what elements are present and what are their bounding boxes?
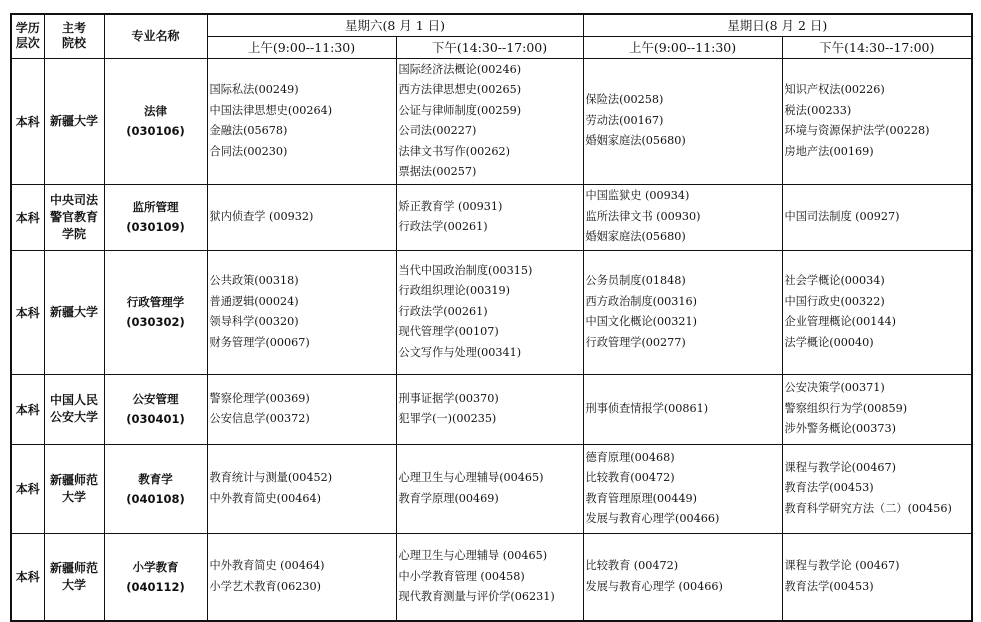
major-code: (040112) — [126, 579, 185, 594]
course-item: 比较教育(00472) — [585, 471, 675, 484]
header-major: 专业名称 — [104, 14, 207, 58]
course-item: 中小学教育管理 (00458) — [398, 569, 525, 583]
course-item: 德育原理(00468) — [585, 450, 675, 464]
course-item: 中国行政史(00322) — [784, 294, 885, 308]
course-item: 发展与教育心理学(00466) — [585, 512, 720, 525]
course-item: 课程与教学论(00467) — [784, 460, 896, 474]
course-item: 公司法(00227) — [398, 124, 477, 137]
course-item: 教育科学研究方法（二）(00456) — [784, 501, 952, 515]
school-line: 大学 — [61, 577, 86, 592]
course-item: 社会学概论(00034) — [784, 274, 885, 287]
course-item: 金融法(05678) — [209, 124, 288, 137]
course-item: 公证与律师制度(00259) — [398, 103, 522, 117]
header-school: 主考 院校 — [44, 14, 104, 58]
course-item: 行政法学(00261) — [398, 304, 488, 318]
course-item: 当代中国政治制度(00315) — [398, 263, 533, 277]
course-item: 房地产法(00169) — [784, 144, 874, 158]
course-item: 现代管理学(00107) — [398, 325, 499, 339]
major-cell — [104, 58, 207, 184]
course-cell-d1-am — [207, 374, 396, 444]
major-name: 监所管理 — [132, 200, 179, 214]
major-code: (030302) — [126, 315, 185, 329]
course-item: 领导科学(00320) — [209, 315, 299, 328]
school-line: 大学 — [61, 489, 86, 504]
school-cell — [44, 250, 104, 374]
course-item: 普通逻辑(00024) — [209, 294, 299, 308]
course-cell-d1-am — [207, 250, 396, 374]
course-item: 法学概论(00040) — [784, 335, 874, 349]
major-cell — [104, 250, 207, 374]
course-item: 国际经济法概论(00246) — [398, 62, 522, 76]
table-row — [11, 184, 972, 250]
course-item: 法律文书写作(00262) — [398, 144, 510, 158]
course-item: 公安信息学(00372) — [209, 412, 310, 425]
course-cell-d2-am — [583, 250, 782, 374]
course-cell-d1-pm — [396, 444, 583, 533]
course-cell-d2-am — [583, 58, 782, 184]
course-cell-d2-pm — [782, 374, 972, 444]
table-row — [11, 444, 972, 533]
exam-schedule — [10, 13, 973, 622]
header-day1-afternoon: 下午(14:30--17:00) — [396, 36, 583, 58]
course-item: 环境与资源保护法学(00228) — [784, 124, 930, 137]
header-day2-morning: 上午(9:00--11:30) — [583, 36, 782, 58]
school-line: 公安大学 — [49, 410, 98, 424]
header-day2-afternoon: 下午(14:30--17:00) — [782, 36, 972, 58]
level-cell: 本科 — [11, 184, 44, 250]
school-line: 学院 — [61, 226, 86, 241]
course-item: 监所法律文书 (00930) — [585, 209, 701, 223]
course-item: 中国法律思想史(00264) — [209, 103, 333, 117]
course-item: 教育学原理(00469) — [398, 491, 499, 505]
course-item: 中国文化概论(00321) — [585, 315, 697, 328]
course-cell-d2-pm — [782, 250, 972, 374]
course-item: 狱内侦查学 (00932) — [209, 209, 314, 223]
course-item: 刑事侦查情报学(00861) — [585, 401, 709, 415]
course-item: 教育法学(00453) — [784, 579, 874, 593]
school-line: 警官教育 — [49, 209, 98, 224]
course-item: 公文写作与处理(00341) — [398, 345, 522, 359]
major-name: 教育学 — [138, 471, 173, 486]
course-item: 西方政治制度(00316) — [585, 294, 697, 308]
major-cell — [104, 444, 207, 533]
course-item: 行政组织理论(00319) — [398, 284, 510, 298]
course-item: 合同法(00230) — [209, 144, 288, 158]
major-code: (030106) — [126, 124, 185, 138]
school-cell — [44, 184, 104, 250]
course-item: 涉外警务概论(00373) — [784, 422, 896, 436]
major-code: (040108) — [126, 491, 185, 506]
course-cell-d1-pm — [396, 184, 583, 250]
course-cell-d2-am — [583, 444, 782, 533]
school-cell — [44, 374, 104, 444]
course-item: 西方法律思想史(00265) — [398, 83, 522, 96]
course-item: 婚姻家庭法(05680) — [585, 134, 686, 148]
course-item: 心理卫生与心理辅导 (00465) — [398, 549, 548, 562]
major-code: (030109) — [126, 220, 185, 234]
course-cell-d2-am — [583, 184, 782, 250]
course-item: 企业管理概论(00144) — [784, 315, 896, 328]
course-item: 现代教育测量与评价学(06231) — [398, 590, 555, 603]
course-cell-d1-pm — [396, 374, 583, 444]
table-row — [11, 58, 972, 184]
course-cell-d1-pm — [396, 58, 583, 184]
school-line: 新疆师范 — [49, 472, 98, 487]
header-day2: 星期日(8 月 2 日) — [583, 14, 972, 36]
level-cell: 本科 — [11, 250, 44, 374]
course-item: 知识产权法(00226) — [784, 83, 885, 96]
major-code: (030401) — [126, 412, 185, 426]
schedule-body — [11, 58, 972, 621]
major-cell — [104, 184, 207, 250]
course-item: 国际私法(00249) — [209, 83, 299, 96]
course-item: 税法(00233) — [784, 103, 852, 117]
course-item: 财务管理学(00067) — [209, 335, 310, 349]
course-cell-d2-pm — [782, 444, 972, 533]
course-cell-d1-am — [207, 444, 396, 533]
level-cell: 本科 — [11, 533, 44, 621]
level-cell: 本科 — [11, 374, 44, 444]
header-day1: 星期六(8 月 1 日) — [207, 14, 583, 36]
course-item: 票据法(00257) — [398, 165, 477, 178]
course-item: 保险法(00258) — [585, 93, 664, 107]
table-row — [11, 374, 972, 444]
school-line: 新疆大学 — [49, 304, 98, 319]
course-item: 公共政策(00318) — [209, 274, 299, 287]
course-item: 教育法学(00453) — [784, 481, 874, 495]
course-item: 教育统计与测量(00452) — [209, 471, 333, 484]
school-cell — [44, 58, 104, 184]
course-item: 劳动法(00167) — [585, 113, 664, 127]
major-name: 行政管理学 — [126, 295, 185, 309]
table-row — [11, 250, 972, 374]
course-item: 中外教育简史 (00464) — [209, 559, 325, 573]
course-item: 警察伦理学(00369) — [209, 391, 310, 405]
schedule-table — [10, 13, 973, 622]
course-cell-d1-pm — [396, 250, 583, 374]
course-cell-d2-am — [583, 374, 782, 444]
major-name: 小学教育 — [132, 559, 179, 574]
course-cell-d1-am — [207, 58, 396, 184]
course-item: 婚姻家庭法(05680) — [585, 230, 686, 244]
course-item: 教育管理原理(00449) — [585, 491, 697, 505]
course-item: 心理卫生与心理辅导(00465) — [398, 471, 544, 484]
course-item: 行政管理学(00277) — [585, 335, 686, 349]
course-item: 刑事证据学(00370) — [398, 391, 499, 405]
school-cell — [44, 444, 104, 533]
course-item: 行政法学(00261) — [398, 220, 488, 233]
course-cell-d2-pm — [782, 58, 972, 184]
major-name: 法律 — [144, 104, 167, 118]
major-name: 公安管理 — [132, 392, 179, 406]
course-cell-d1-am — [207, 184, 396, 250]
school-line: 新疆大学 — [49, 113, 98, 128]
course-item: 中国监狱史 (00934) — [585, 189, 690, 203]
course-item: 课程与教学论 (00467) — [784, 559, 900, 573]
school-line: 新疆师范 — [49, 560, 98, 575]
major-cell — [104, 374, 207, 444]
course-item: 小学艺术教育(06230) — [209, 579, 321, 593]
header-level: 学历 层次 — [11, 14, 44, 58]
level-cell: 本科 — [11, 444, 44, 533]
course-item: 中国司法制度 (00927) — [784, 209, 900, 223]
course-item: 矫正教育学 (00931) — [398, 199, 503, 213]
course-cell-d2-pm — [782, 184, 972, 250]
course-item: 比较教育 (00472) — [585, 559, 679, 573]
course-item: 发展与教育心理学 (00466) — [585, 579, 723, 593]
school-line: 中国人民 — [49, 393, 98, 407]
school-line: 中央司法 — [49, 192, 98, 207]
course-item: 公安决策学(00371) — [784, 381, 885, 395]
course-item: 公务员制度(01848) — [585, 274, 686, 287]
header-day1-morning: 上午(9:00--11:30) — [207, 36, 396, 58]
level-cell: 本科 — [11, 58, 44, 184]
course-item: 警察组织行为学(00859) — [784, 401, 908, 415]
course-item: 中外教育简史(00464) — [209, 491, 321, 505]
course-item: 犯罪学(一)(00235) — [398, 412, 497, 425]
